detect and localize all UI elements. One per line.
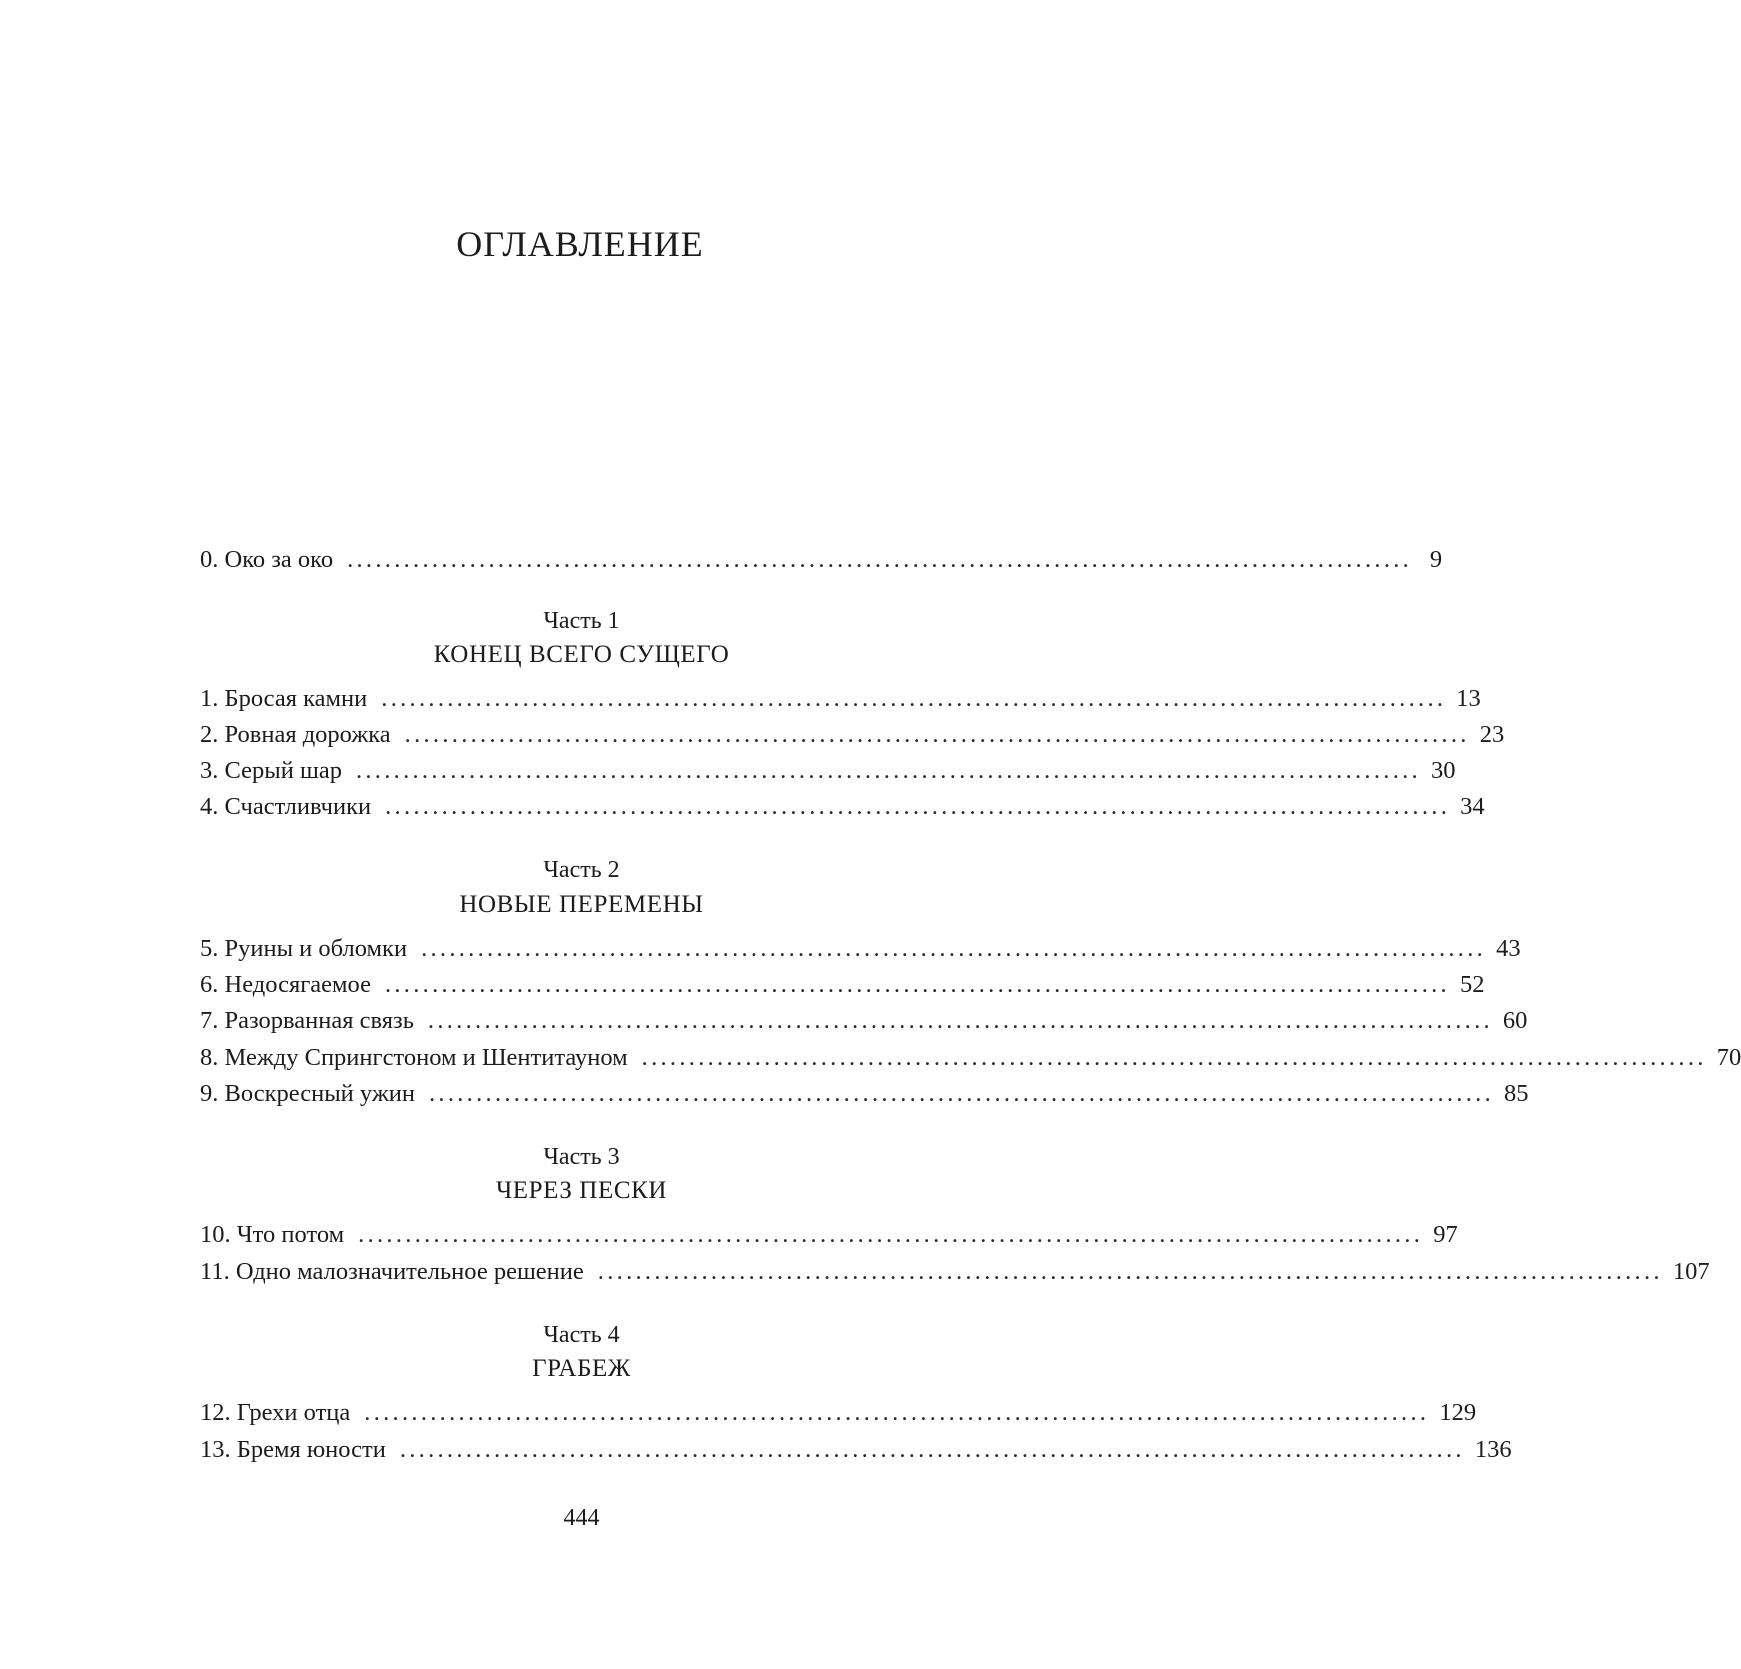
dot-leader: ................................................................................................................. bbox=[384, 971, 1450, 998]
dot-leader: ................................................................................................................. bbox=[347, 546, 1413, 573]
chapter-title: 3. Серый шар bbox=[200, 757, 342, 784]
page-number: 70 bbox=[1716, 1044, 1741, 1071]
toc-entry[interactable] bbox=[200, 1076, 1529, 1112]
dot-leader: ................................................................................................................. bbox=[427, 1007, 1493, 1034]
page-number: 97 bbox=[1433, 1221, 1458, 1248]
page-number: 34 bbox=[1460, 793, 1485, 820]
dot-leader: ................................................................................................................. bbox=[421, 935, 1487, 962]
chapter-title: 12. Грехи отца bbox=[200, 1399, 351, 1426]
dot-leader: ................................................................................................................. bbox=[428, 1080, 1495, 1107]
toc-entry-prologue[interactable] bbox=[200, 542, 1443, 578]
chapter-title: 9. Воскресный ужин bbox=[200, 1080, 415, 1107]
toc-entry[interactable] bbox=[200, 1432, 1512, 1468]
chapter-title: 8. Между Спрингстоном и Шентитауном bbox=[200, 1044, 628, 1071]
chapter-title: 5. Руины и обломки bbox=[200, 935, 408, 962]
page-number: 43 bbox=[1496, 935, 1521, 962]
page-number: 85 bbox=[1504, 1080, 1529, 1107]
page-number: 52 bbox=[1459, 971, 1485, 998]
chapter-title: 6. Недосягаемое bbox=[200, 971, 371, 998]
toc-entry[interactable] bbox=[200, 1040, 1741, 1076]
part-label: Часть 1 bbox=[543, 608, 620, 634]
page-number: 136 bbox=[1474, 1436, 1512, 1463]
part-title: ЧЕРЕЗ ПЕСКИ bbox=[495, 1177, 668, 1204]
dot-leader: ................................................................................................................. bbox=[358, 1221, 1424, 1248]
dot-leader: ................................................................................................................. bbox=[364, 1399, 1430, 1426]
toc-entry[interactable] bbox=[200, 717, 1505, 753]
chapter-title: 11. Одно малозначительное решение bbox=[200, 1258, 584, 1285]
toc-entry[interactable] bbox=[200, 753, 1456, 789]
chapter-title: 0. Око за око bbox=[200, 546, 334, 573]
page-title: ОГЛАВЛЕНИЕ bbox=[456, 224, 704, 265]
part-label: Часть 2 bbox=[543, 857, 620, 883]
dot-leader: ................................................................................................................. bbox=[355, 757, 1421, 784]
toc-entry[interactable] bbox=[200, 931, 1521, 967]
part-title: НОВЫЕ ПЕРЕМЕНЫ bbox=[459, 891, 704, 918]
page-folio: 444 bbox=[563, 1505, 600, 1531]
toc-entry[interactable] bbox=[200, 1217, 1458, 1253]
chapter-title: 2. Ровная дорожка bbox=[200, 721, 391, 748]
toc-entry[interactable] bbox=[200, 967, 1485, 1003]
toc-entry[interactable] bbox=[200, 789, 1485, 825]
toc-entry[interactable] bbox=[200, 1395, 1477, 1431]
part-label: Часть 4 bbox=[543, 1322, 620, 1348]
page-number: 9 bbox=[1429, 546, 1443, 573]
part-label: Часть 3 bbox=[543, 1144, 620, 1170]
page-number: 13 bbox=[1456, 685, 1481, 712]
dot-leader: ................................................................................................................. bbox=[399, 1436, 1465, 1463]
page-number: 107 bbox=[1672, 1258, 1710, 1285]
toc-entry[interactable] bbox=[200, 1254, 1710, 1290]
part-title: КОНЕЦ ВСЕГО СУЩЕГО bbox=[433, 641, 730, 668]
toc-entry[interactable] bbox=[200, 681, 1481, 717]
dot-leader: ................................................................................................................. bbox=[385, 793, 1451, 820]
page-number: 23 bbox=[1479, 721, 1505, 748]
chapter-title: 10. Что потом bbox=[200, 1221, 345, 1248]
toc-entry[interactable] bbox=[200, 1003, 1528, 1039]
chapter-title: 1. Бросая камни bbox=[200, 685, 368, 712]
chapter-title: 4. Счастливчики bbox=[200, 793, 372, 820]
dot-leader: ................................................................................................................. bbox=[597, 1258, 1663, 1285]
dot-leader: ................................................................................................................. bbox=[641, 1044, 1707, 1071]
page-number: 60 bbox=[1502, 1007, 1528, 1034]
dot-leader: ................................................................................................................. bbox=[404, 721, 1470, 748]
part-title: ГРАБЕЖ bbox=[532, 1355, 631, 1382]
page-number: 129 bbox=[1439, 1399, 1477, 1426]
dot-leader: ................................................................................................................. bbox=[381, 685, 1447, 712]
page-number: 30 bbox=[1430, 757, 1456, 784]
chapter-title: 7. Разорванная связь bbox=[200, 1007, 414, 1034]
chapter-title: 13. Бремя юности bbox=[200, 1436, 386, 1463]
